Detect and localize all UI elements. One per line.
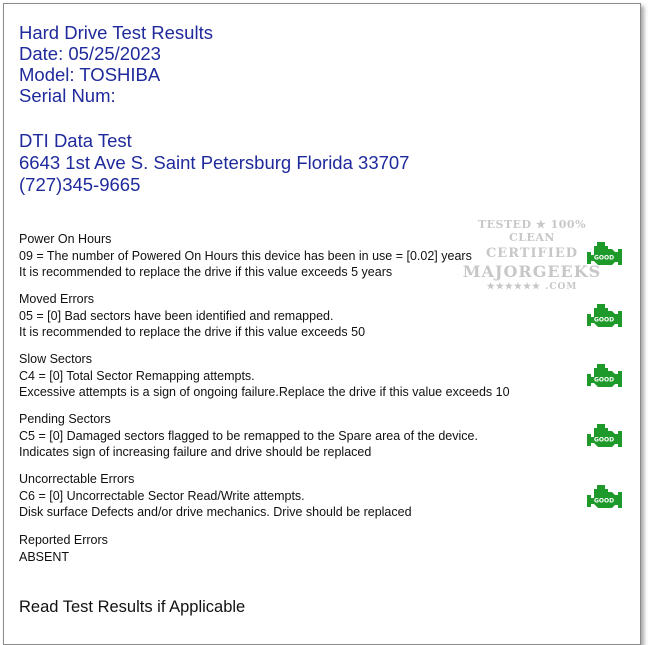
report-page xyxy=(3,3,641,645)
section-note: It is recommended to replace the drive if this value exceeds 50 xyxy=(19,325,366,339)
engine-good-icon xyxy=(584,362,624,394)
engine-good-icon xyxy=(584,483,624,515)
status-label: GOOD xyxy=(593,436,615,444)
section-uncorrectable-errors xyxy=(19,471,412,521)
watermark-line-2: CERTIFIED xyxy=(485,246,579,261)
section-detail: C6 = [0] Uncorrectable Sector Read/Write attempts. xyxy=(19,488,305,503)
section-pending-sectors xyxy=(19,411,478,461)
engine-good-icon xyxy=(584,422,624,454)
section-power-on-hours xyxy=(19,231,472,281)
watermark-line-4: ★★★★★★ .COM xyxy=(486,282,578,292)
company-phone: (727)345-9665 xyxy=(19,174,141,195)
section-title: Pending Sectors xyxy=(19,412,111,426)
company-address: 6643 1st Ave S. Saint Petersburg Florida 33707 xyxy=(19,152,410,173)
section-note: Indicates sign of increasing failure and drive should be replaced xyxy=(19,445,372,459)
report-title: Hard Drive Test Results xyxy=(19,22,213,43)
majorgeeks-watermark xyxy=(462,218,602,298)
section-detail: 05 = [0] Bad sectors have been identified and remapped. xyxy=(19,308,334,323)
watermark-line-3: MAJORGEEKS xyxy=(462,262,602,281)
engine-good-icon xyxy=(584,240,624,272)
status-label: GOOD xyxy=(593,376,615,384)
serial-number: Serial Num: xyxy=(19,85,116,106)
company-name: DTI Data Test xyxy=(19,130,132,151)
section-title: Moved Errors xyxy=(19,292,95,306)
section-reported-errors xyxy=(19,532,108,565)
report-date: Date: 05/25/2023 xyxy=(19,43,161,64)
section-title: Reported Errors xyxy=(19,533,108,547)
section-detail: C5 = [0] Damaged sectors flagged to be remapped to the Spare area of the device. xyxy=(19,428,478,443)
status-label: GOOD xyxy=(593,497,615,505)
drive-model: Model: TOSHIBA xyxy=(19,64,161,85)
report-header xyxy=(19,22,213,106)
engine-good-icon xyxy=(584,302,624,334)
read-test-title: Read Test Results if Applicable xyxy=(19,598,246,616)
company-info xyxy=(19,130,409,196)
section-title: Uncorrectable Errors xyxy=(19,472,135,486)
section-note: It is recommended to replace the drive if this value exceeds 5 years xyxy=(19,265,393,279)
section-note: Disk surface Defects and/or drive mechanics. Drive should be replaced xyxy=(19,505,412,519)
section-title: Slow Sectors xyxy=(19,352,92,366)
section-detail: 09 = The number of Powered On Hours this device has been in use = [0.02] years xyxy=(19,248,472,263)
section-slow-sectors xyxy=(19,351,510,401)
status-label: GOOD xyxy=(593,254,615,262)
section-detail: C4 = [0] Total Sector Remapping attempts. xyxy=(19,368,255,383)
section-title: Power On Hours xyxy=(19,232,112,246)
section-moved-errors xyxy=(19,291,365,341)
reported-value: ABSENT xyxy=(19,549,70,564)
status-label: GOOD xyxy=(593,316,615,324)
watermark-line-1: TESTED ★ 100% CLEAN xyxy=(477,218,587,244)
section-note: Excessive attempts is a sign of ongoing failure.Replace the drive if this value exceeds 10 xyxy=(19,385,510,399)
